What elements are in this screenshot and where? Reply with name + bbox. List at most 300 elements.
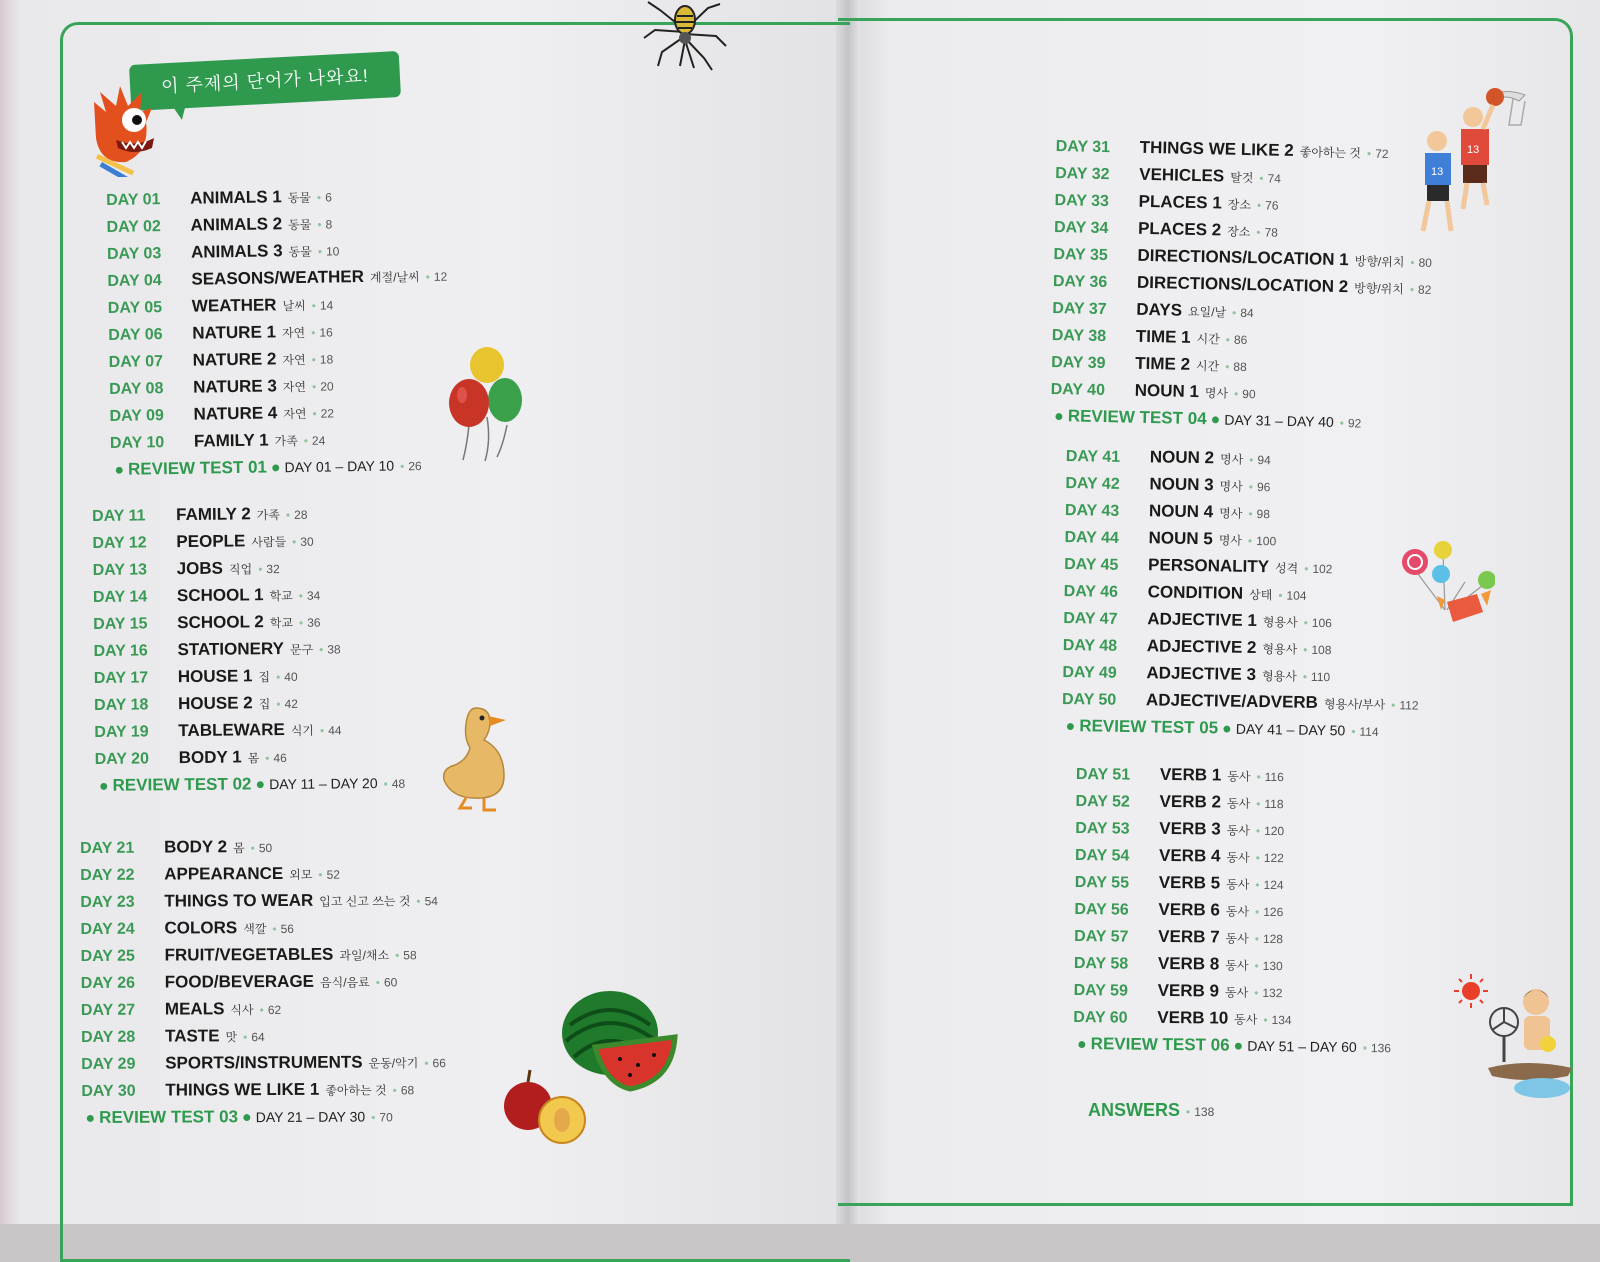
topic-title: VERB 6 — [1158, 899, 1221, 920]
page-number: • 102 — [1304, 562, 1332, 576]
topic-title: WEATHER — [191, 295, 277, 316]
day-label: DAY 52 — [1075, 792, 1130, 811]
day-label: DAY 56 — [1074, 900, 1129, 919]
topic-title: SPORTS/INSTRUMENTS — [165, 1052, 363, 1073]
review-test-label: REVIEW TEST 03 — [99, 1107, 239, 1127]
review-test-label: REVIEW TEST 01 — [127, 457, 268, 479]
topic-title: VERB 1 — [1159, 764, 1222, 785]
review-test-label: REVIEW TEST 04 — [1067, 406, 1207, 429]
topic-title: PLACES 2 — [1137, 218, 1222, 240]
korean-label: 문구 — [289, 642, 314, 657]
answers-label: ANSWERS — [1088, 1100, 1181, 1120]
korean-label: 사람들 — [251, 534, 287, 550]
page-number: • 42 — [276, 697, 298, 711]
korean-label: 동사 — [1226, 877, 1250, 892]
korean-label: 동사 — [1234, 1012, 1258, 1027]
toc-entry[interactable] — [81, 971, 446, 1000]
korean-label: 동사 — [1224, 985, 1249, 1000]
day-label: DAY 55 — [1074, 873, 1130, 892]
page-number: • 124 — [1255, 878, 1283, 892]
bullet-icon: ● — [270, 459, 281, 477]
day-label: DAY 03 — [106, 245, 162, 263]
korean-label: 자연 — [281, 325, 306, 341]
toc-entry[interactable] — [81, 944, 446, 973]
topic-title: NOUN 1 — [1134, 380, 1200, 402]
korean-label: 좋아하는 것 — [1299, 145, 1362, 161]
korean-label: 날씨 — [282, 298, 306, 314]
bullet-icon: ● — [241, 1109, 252, 1127]
page-number: • 32 — [258, 562, 280, 576]
topic-title: VERB 9 — [1157, 980, 1220, 1001]
day-label: DAY 54 — [1074, 846, 1130, 865]
review-test-range: DAY 41 – DAY 50 — [1235, 720, 1346, 739]
korean-label: 명사 — [1219, 479, 1243, 494]
topic-title: ANIMALS 2 — [190, 214, 283, 235]
review-test-range: DAY 31 – DAY 40 — [1224, 411, 1334, 430]
day-label: DAY 57 — [1074, 927, 1129, 946]
page-number: • 88 — [1225, 360, 1247, 374]
toc-entry[interactable] — [93, 584, 404, 614]
topic-title: SCHOOL 1 — [176, 585, 264, 606]
topic-title: VERB 2 — [1159, 791, 1222, 812]
topic-title: VERB 4 — [1158, 845, 1221, 866]
day-label: DAY 45 — [1064, 555, 1119, 574]
topic-title: FAMILY 1 — [193, 430, 269, 451]
page-number: • 136 — [1363, 1041, 1391, 1055]
toc-entry[interactable] — [1075, 791, 1393, 821]
topic-title: VERB 8 — [1157, 953, 1220, 974]
korean-label: 요일/날 — [1187, 304, 1227, 320]
page-number: • 118 — [1256, 797, 1283, 811]
toc-entry[interactable] — [1074, 899, 1392, 929]
toc-group-2 — [92, 503, 405, 806]
topic-title: TIME 2 — [1135, 353, 1191, 374]
page-number: • 62 — [260, 1003, 282, 1017]
day-label: DAY 39 — [1051, 353, 1106, 373]
page-number: • 52 — [318, 868, 340, 882]
page-number: • 36 — [299, 616, 321, 630]
day-label: DAY 33 — [1054, 191, 1110, 211]
korean-label: 식사 — [230, 1003, 254, 1018]
day-label: DAY 59 — [1073, 981, 1128, 1000]
topic-title: SCHOOL 2 — [177, 612, 264, 633]
review-test-label: REVIEW TEST 02 — [112, 774, 252, 795]
korean-label: 집 — [258, 697, 271, 712]
day-label: DAY 23 — [80, 893, 135, 911]
page-number: • 70 — [371, 1110, 393, 1124]
topic-title: PERSONALITY — [1147, 555, 1270, 577]
day-label: DAY 34 — [1053, 218, 1109, 238]
korean-label: 좋아하는 것 — [325, 1083, 387, 1098]
topic-title: ADJECTIVE 1 — [1147, 609, 1258, 631]
topic-title: DAYS — [1136, 299, 1183, 320]
page-number: • 20 — [312, 379, 334, 393]
toc-entry[interactable] — [1074, 953, 1392, 983]
page-number: • 116 — [1256, 770, 1283, 784]
page-number: • 126 — [1255, 905, 1283, 919]
toc-entry[interactable] — [93, 557, 404, 587]
toc-entry[interactable] — [81, 1079, 446, 1108]
korean-label: 시간 — [1196, 331, 1220, 347]
fan-boy-icon — [1482, 978, 1577, 1103]
toc-group-6 — [1073, 764, 1394, 1067]
toc-entry[interactable] — [93, 611, 404, 641]
page-number: • 98 — [1248, 507, 1270, 521]
korean-label: 직업 — [228, 562, 253, 577]
topic-title: DIRECTIONS/LOCATION 1 — [1137, 245, 1349, 270]
page-number: • 6 — [317, 190, 332, 204]
page-number: • 114 — [1351, 725, 1379, 739]
review-test-label: REVIEW TEST 06 — [1090, 1034, 1230, 1055]
toc-entry[interactable] — [1073, 980, 1391, 1010]
bullet-icon: ● — [1221, 720, 1232, 738]
topic-title: NATURE 3 — [192, 376, 277, 397]
bullet-icon: ● — [255, 776, 266, 794]
day-label: DAY 04 — [107, 272, 162, 290]
page-number: • 44 — [320, 723, 342, 737]
day-label: DAY 15 — [93, 615, 148, 633]
apple-icon — [500, 1062, 595, 1157]
korean-label: 가족 — [256, 508, 281, 523]
day-label: DAY 10 — [109, 434, 165, 452]
korean-label: 집 — [258, 670, 271, 685]
korean-label: 동물 — [288, 217, 312, 233]
page-number: • 14 — [312, 298, 334, 312]
page-number: • 74 — [1259, 171, 1281, 185]
korean-label: 동물 — [287, 190, 312, 206]
day-label: DAY 46 — [1063, 582, 1119, 601]
toc-entry[interactable] — [80, 863, 445, 892]
day-label: DAY 48 — [1062, 636, 1118, 655]
answers-entry[interactable] — [1088, 1100, 1214, 1127]
korean-label: 동사 — [1226, 823, 1250, 838]
day-label: DAY 36 — [1052, 272, 1108, 292]
review-test-entry[interactable] — [1061, 716, 1418, 752]
page-number: • 90 — [1234, 387, 1256, 401]
toc-group-3 — [80, 836, 446, 1138]
day-label: DAY 43 — [1064, 501, 1120, 520]
toc-entry[interactable] — [81, 998, 446, 1027]
page-number: • 96 — [1249, 480, 1271, 494]
korean-label: 형용사 — [1261, 669, 1297, 684]
topic-title: TASTE — [164, 1026, 220, 1046]
day-label: DAY 12 — [92, 534, 147, 552]
topic-title: ANIMALS 1 — [189, 187, 282, 208]
page-number: • 100 — [1248, 534, 1276, 548]
page-number: • 12 — [426, 270, 448, 284]
korean-label: 동물 — [288, 244, 312, 260]
korean-label: 운동/악기 — [368, 1056, 419, 1071]
day-label: DAY 42 — [1065, 474, 1120, 493]
page-number: • 86 — [1226, 333, 1248, 347]
page-number: • 106 — [1304, 616, 1332, 630]
topic-title: VERB 7 — [1158, 926, 1220, 947]
topic-title: THINGS WE LIKE 2 — [1139, 137, 1294, 160]
topic-title: TIME 1 — [1135, 326, 1191, 347]
toc-entry[interactable] — [92, 503, 403, 533]
answers-page: • 138 — [1186, 1105, 1214, 1119]
review-test-range: DAY 51 – DAY 60 — [1247, 1037, 1357, 1055]
korean-label: 식기 — [290, 723, 315, 738]
topic-title: NATURE 4 — [193, 403, 278, 424]
toc-entry[interactable] — [80, 917, 445, 946]
korean-label: 몸 — [233, 841, 245, 856]
toc-entry[interactable] — [92, 530, 403, 560]
review-test-range: DAY 21 – DAY 30 — [255, 1108, 366, 1126]
korean-label: 동사 — [1225, 904, 1250, 919]
banner-tail — [168, 96, 192, 121]
toc-entry[interactable] — [80, 890, 445, 919]
topic-title: NATURE 2 — [192, 349, 277, 370]
page-number: • 24 — [304, 434, 326, 448]
page-number: • 60 — [376, 975, 398, 989]
page-number: • 56 — [272, 922, 294, 936]
toc-entry[interactable] — [1074, 926, 1392, 956]
day-label: DAY 24 — [80, 920, 135, 938]
page-number: • 66 — [424, 1056, 446, 1070]
topic-title: COLORS — [164, 918, 238, 938]
page-number: • 112 — [1391, 698, 1419, 712]
bullet-icon: ● — [114, 461, 125, 479]
day-label: DAY 31 — [1055, 137, 1111, 157]
topic-title: APPEARANCE — [164, 863, 284, 884]
day-label: DAY 30 — [81, 1082, 136, 1100]
page-number: • 46 — [265, 751, 287, 765]
review-test-range: DAY 11 – DAY 20 — [269, 775, 378, 793]
korean-label: 형용사 — [1262, 642, 1298, 657]
day-label: DAY 35 — [1053, 245, 1108, 265]
page-number: • 76 — [1257, 198, 1279, 212]
topic-title: ANIMALS 3 — [190, 241, 283, 262]
korean-label: 자연 — [283, 406, 307, 422]
topic-title: VEHICLES — [1139, 164, 1225, 186]
topic-title: THINGS TO WEAR — [164, 890, 314, 911]
topic-title: NOUN 5 — [1148, 528, 1213, 549]
toc-entry[interactable] — [81, 1025, 446, 1054]
korean-label: 외모 — [289, 867, 313, 882]
review-test-entry[interactable] — [1073, 1034, 1391, 1067]
day-label: DAY 58 — [1073, 954, 1129, 973]
day-label: DAY 06 — [108, 326, 163, 344]
korean-label: 시간 — [1195, 358, 1220, 374]
day-label: DAY 02 — [106, 218, 161, 236]
page-number: • 38 — [319, 642, 341, 656]
day-label: DAY 25 — [80, 947, 135, 965]
day-label: DAY 40 — [1050, 380, 1106, 400]
korean-label: 학교 — [269, 615, 294, 631]
day-label: DAY 09 — [109, 407, 164, 425]
topic-title: MEALS — [164, 999, 225, 1019]
toc-entry[interactable] — [81, 1052, 446, 1081]
page-number: • 26 — [400, 459, 422, 473]
bullet-icon: ● — [1233, 1037, 1244, 1055]
korean-label: 장소 — [1227, 224, 1251, 240]
korean-label: 동사 — [1225, 931, 1249, 946]
toc-entry[interactable] — [80, 836, 445, 865]
svg-text:13: 13 — [1431, 166, 1444, 178]
day-label: DAY 22 — [80, 866, 135, 884]
day-label: DAY 19 — [94, 723, 149, 741]
day-label: DAY 49 — [1062, 663, 1117, 682]
page-number: • 72 — [1367, 147, 1389, 161]
korean-label: 자연 — [282, 352, 306, 368]
page-number: • 128 — [1255, 932, 1283, 946]
topic-title: FRUIT/VEGETABLES — [164, 944, 334, 965]
bullet-icon: ● — [98, 777, 109, 795]
topic-title: PEOPLE — [176, 531, 246, 552]
page-number: • 134 — [1263, 1013, 1291, 1027]
topic-title: SEASONS/WEATHER — [191, 266, 365, 289]
korean-label: 입고 신고 쓰는 것 — [319, 894, 411, 909]
page-number: • 122 — [1256, 851, 1284, 865]
review-test-entry[interactable] — [110, 455, 450, 490]
day-label: DAY 20 — [94, 750, 150, 768]
page-number: • 84 — [1232, 306, 1254, 320]
day-label: DAY 28 — [81, 1028, 136, 1046]
korean-label: 과일/채소 — [339, 948, 390, 963]
toc-entry[interactable] — [1073, 1007, 1391, 1037]
korean-label: 가족 — [274, 434, 298, 449]
topic-title: NOUN 3 — [1149, 474, 1214, 495]
korean-label: 계절/날씨 — [369, 270, 420, 285]
toc-entry[interactable] — [1075, 845, 1393, 875]
topic-title: VERB 3 — [1159, 818, 1221, 839]
day-label: DAY 37 — [1052, 299, 1107, 319]
page-number: • 68 — [393, 1083, 415, 1097]
day-label: DAY 18 — [94, 696, 149, 714]
topic-title: NOUN 4 — [1148, 501, 1214, 522]
korean-label: 자연 — [282, 379, 307, 395]
day-label: DAY 29 — [81, 1055, 136, 1073]
toc-entry[interactable] — [1075, 818, 1393, 848]
page-number: • 110 — [1303, 670, 1331, 684]
monster-icon — [86, 82, 166, 177]
korean-label: 동사 — [1226, 850, 1250, 865]
page-number: • 54 — [416, 894, 438, 908]
balloons-icon — [445, 345, 530, 465]
korean-label: 동사 — [1227, 769, 1251, 784]
day-label: DAY 08 — [109, 380, 164, 398]
topic-title: DIRECTIONS/LOCATION 2 — [1136, 272, 1349, 297]
bullet-icon: ● — [1065, 718, 1076, 736]
topic-title: BODY 2 — [163, 837, 228, 857]
topic-title: TABLEWARE — [178, 719, 285, 741]
topic-title: ADJECTIVE 3 — [1146, 663, 1257, 685]
page-number: • 104 — [1278, 588, 1306, 602]
bullet-icon: ● — [1210, 411, 1221, 429]
day-label: DAY 32 — [1055, 164, 1110, 184]
review-test-label: REVIEW TEST 05 — [1079, 716, 1219, 738]
day-label: DAY 13 — [92, 561, 148, 579]
topic-title: ADJECTIVE/ADVERB — [1145, 690, 1319, 712]
topic-title: HOUSE 2 — [177, 693, 253, 714]
day-label: DAY 51 — [1075, 765, 1131, 784]
duck-icon — [438, 700, 513, 815]
page-number: • 92 — [1340, 416, 1362, 430]
day-label: DAY 11 — [92, 507, 146, 525]
page-number: • 58 — [395, 948, 417, 962]
toc-entry[interactable] — [95, 746, 406, 776]
page-number: • 10 — [318, 244, 340, 258]
page-number: • 132 — [1254, 986, 1282, 1000]
korean-label: 방향/위치 — [1353, 281, 1404, 297]
day-label: DAY 14 — [92, 588, 148, 606]
review-test-entry[interactable] — [81, 1106, 446, 1138]
day-label: DAY 41 — [1065, 447, 1121, 466]
day-label: DAY 53 — [1075, 819, 1130, 838]
korean-label: 명사 — [1218, 533, 1243, 548]
day-label: DAY 50 — [1061, 690, 1117, 709]
page-number: • 28 — [286, 508, 308, 522]
page-number: • 94 — [1249, 453, 1271, 467]
toc-entry[interactable] — [94, 692, 405, 722]
korean-label: 음식/음료 — [319, 975, 370, 990]
toc-entry[interactable] — [94, 719, 405, 749]
review-test-entry[interactable] — [95, 773, 406, 806]
korean-label: 성격 — [1274, 561, 1299, 576]
korean-label: 학교 — [269, 588, 293, 604]
topic-title: ADJECTIVE 2 — [1146, 636, 1257, 658]
topic-banner: 이 주제의 단어가 나와요! — [129, 51, 401, 111]
toc-entry[interactable] — [93, 638, 404, 668]
day-label: DAY 26 — [80, 974, 136, 992]
korean-label: 동사 — [1225, 958, 1249, 973]
toc-entry[interactable] — [1075, 872, 1393, 902]
toc-group-5 — [1061, 446, 1422, 752]
day-label: DAY 60 — [1073, 1008, 1128, 1027]
topic-title: PLACES 1 — [1138, 191, 1222, 213]
korean-label: 명사 — [1219, 506, 1243, 521]
topic-title: STATIONERY — [177, 638, 285, 660]
korean-label: 색깔 — [243, 922, 267, 937]
topic-title: NOUN 2 — [1149, 447, 1215, 468]
korean-label: 상태 — [1248, 587, 1273, 603]
topic-title: JOBS — [176, 558, 224, 579]
page-number: • 18 — [312, 352, 334, 366]
topic-title: BODY 1 — [178, 747, 242, 768]
day-label: DAY 07 — [108, 353, 164, 371]
korean-label: 형용사 — [1262, 615, 1298, 630]
day-label: DAY 05 — [107, 299, 163, 317]
page-number: • 30 — [292, 535, 314, 549]
day-label: DAY 44 — [1064, 528, 1119, 547]
day-label: DAY 21 — [80, 839, 135, 857]
page-number: • 108 — [1303, 643, 1331, 657]
day-label: DAY 01 — [106, 191, 161, 209]
page-number: • 120 — [1256, 824, 1284, 838]
korean-label: 형용사/부사 — [1323, 697, 1386, 713]
page-number: • 22 — [312, 406, 334, 420]
korean-label: 장소 — [1227, 197, 1252, 213]
page-number: • 8 — [317, 217, 332, 231]
page-number: • 64 — [243, 1030, 265, 1044]
page-number: • 48 — [384, 777, 406, 791]
korean-label: 명사 — [1219, 452, 1244, 467]
korean-label: 맛 — [225, 1030, 238, 1045]
toc-entry[interactable] — [1076, 764, 1394, 794]
day-label: DAY 17 — [93, 669, 149, 687]
page-number: • 50 — [251, 841, 273, 855]
korean-label: 탈것 — [1230, 170, 1254, 186]
toc-entry[interactable] — [94, 665, 405, 695]
topic-title: THINGS WE LIKE 1 — [165, 1079, 320, 1100]
topic-title: FAMILY 2 — [175, 504, 251, 525]
topic-title: CONDITION — [1147, 582, 1244, 603]
day-label: DAY 47 — [1063, 609, 1118, 628]
day-label: DAY 27 — [80, 1001, 136, 1019]
bullet-icon: ● — [1053, 408, 1064, 426]
topic-title: HOUSE 1 — [177, 666, 253, 687]
